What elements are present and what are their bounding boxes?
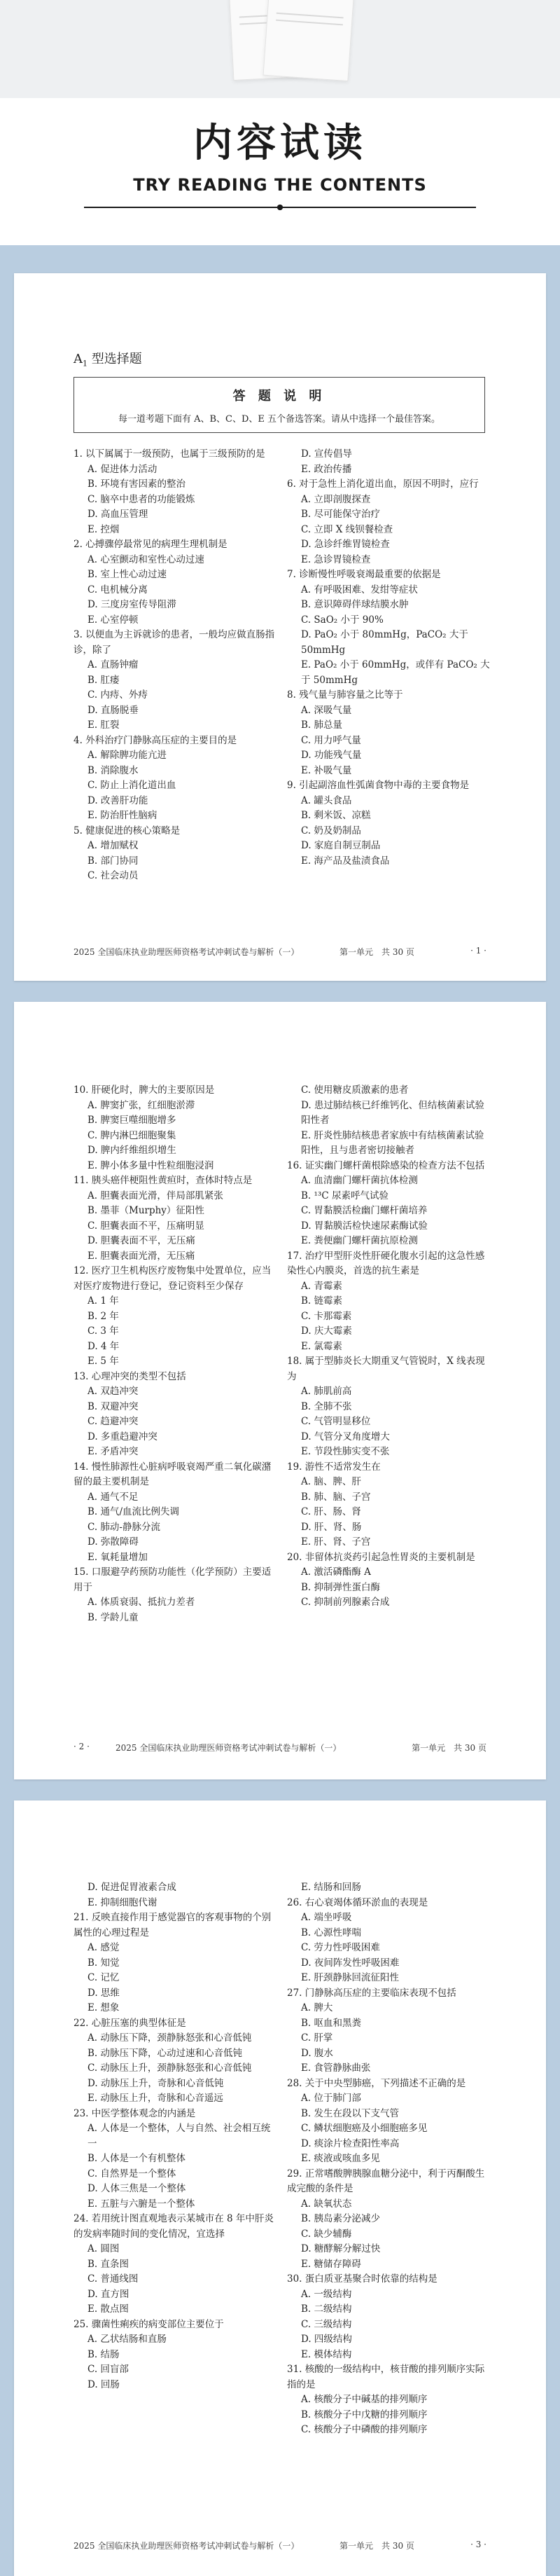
- answer-option: D. 4 年: [88, 1340, 120, 1352]
- question-stem: 4. 外科治疗门静脉高压症的主要目的是: [74, 734, 237, 746]
- answer-option: D. 糖酵解分解过快: [301, 2243, 381, 2254]
- answer-option: A. 胆囊表面光滑，伴局部肌紧张: [88, 1190, 223, 1201]
- answer-option: B. 部门协同: [88, 855, 139, 867]
- answer-option: C. 气管明显移位: [301, 1416, 371, 1427]
- answer-option: A. 增加赋权: [88, 840, 139, 851]
- answer-option: C. 电机械分离: [88, 584, 148, 595]
- answer-option: E. 想象: [88, 2002, 120, 2013]
- answer-option: C. 脾内淋巴细胞聚集: [88, 1129, 176, 1141]
- answer-option: E. 肝颈静脉回流征阳性: [301, 1972, 399, 1983]
- answer-option: D. 回肠: [88, 2378, 120, 2390]
- answer-option: D. 患过肺结核已纤维钙化、但结核菌素试验阳性者: [301, 1099, 484, 1126]
- answer-option: A. 立即剖腹探查: [301, 493, 371, 505]
- question-stem: 15. 口服避孕药预防功能性（化学预防）主要适用于: [74, 1566, 272, 1593]
- answer-option: E. 食管静脉曲张: [301, 2062, 371, 2074]
- answer-option: B. 通气/血流比例失调: [88, 1506, 180, 1517]
- question-stem: 22. 心脏压塞的典型体征是: [74, 2017, 186, 2029]
- answer-option: D. 四级结构: [301, 2334, 352, 2345]
- hero-title: 内容试读: [193, 120, 367, 166]
- answer-option: A. 血清幽门螺杆菌抗体检测: [301, 1175, 418, 1186]
- answer-option: C. 脑卒中患者的功能锻炼: [88, 493, 195, 505]
- answer-option: D. 夜间阵发性呼吸困难: [301, 1957, 400, 1969]
- answer-option: C. 用力呼气量: [301, 734, 361, 746]
- answer-option: C. 记忆: [88, 1972, 120, 1983]
- answer-option: A. 激活磷酯酶 A: [301, 1566, 371, 1578]
- answer-option: B. 链霉素: [301, 1295, 343, 1307]
- question-column-right: [287, 1083, 490, 1611]
- answer-option: D. 直肠脱垂: [88, 704, 139, 716]
- question-item: [74, 733, 276, 824]
- footer-mid: 第一单元 共 30 页: [340, 947, 414, 957]
- answer-option: D. 庆大霉素: [301, 1325, 352, 1337]
- answer-option: A. 脑、脾、肝: [301, 1476, 361, 1487]
- question-item: [287, 1986, 490, 2076]
- answer-option: D. 家庭自制豆制品: [301, 840, 381, 851]
- answer-option: E. 氧耗量增加: [88, 1551, 148, 1563]
- answer-option: C. 3 年: [88, 1325, 119, 1337]
- answer-option: C. 抑制前列腺素合成: [301, 1597, 390, 1608]
- section-heading: [74, 349, 142, 369]
- answer-option: B. 学龄儿童: [88, 1611, 139, 1623]
- answer-option: C. 防止上消化道出血: [88, 780, 176, 791]
- answer-option: B. 环境有害因素的整治: [88, 478, 186, 490]
- page-number: · 2 ·: [74, 1742, 90, 1751]
- instructions-title: 答 题 说 明: [232, 389, 326, 404]
- answer-option: A. 肺肌前高: [301, 1386, 352, 1397]
- answer-option: A. 1 年: [88, 1295, 119, 1307]
- answer-option: B. 抑制弹性蛋白酶: [301, 1581, 381, 1593]
- hero-rule-right: [280, 207, 476, 208]
- book-sheet-preview: [263, 0, 355, 81]
- answer-option: C. 普通线图: [88, 2273, 139, 2285]
- answer-option: E. 抑制细胞代谢: [88, 1896, 158, 1908]
- question-stem: 24. 若用统计图直观地表示某城市在 8 年中肝炎的发病率随时间的变化情况，宜选择: [74, 2213, 274, 2240]
- answer-option: E. 散点图: [88, 2303, 129, 2315]
- question-stem: 14. 慢性肺源性心脏病呼吸衰竭严重二氧化碳潴留的最主要机制是: [74, 1461, 272, 1487]
- answer-option: B. 胰岛素分泌减少: [301, 2213, 381, 2224]
- answer-option: B. 核酸分子中戊糖的排列顺序: [301, 2409, 428, 2420]
- answer-option: B. 肺、脑、子宫: [301, 1491, 371, 1503]
- answer-option: C. 自然界是一个整体: [88, 2168, 176, 2179]
- question-item: [74, 1565, 276, 1625]
- question-item: [74, 1173, 276, 1264]
- answer-option: E. 结肠和回肠: [301, 1882, 361, 1893]
- answer-option: A. 感觉: [88, 1942, 120, 1953]
- footer-mid: 2025 全国临床执业助理医师资格考试冲刺试卷与解析（一）: [115, 1743, 342, 1753]
- answer-option: C. 立即 X 线钡餐检查: [301, 523, 393, 535]
- answer-option: D. 直方图: [88, 2288, 130, 2300]
- question-item: [74, 1083, 276, 1173]
- answer-option: D. 思维: [88, 1987, 120, 1999]
- question-column-right: [287, 1880, 490, 2438]
- answer-option: B. 人体是一个有机整体: [88, 2153, 186, 2164]
- answer-option: A. 乙状结肠和直肠: [88, 2334, 167, 2345]
- answer-option: E. 海产品及盐渍食品: [301, 855, 390, 867]
- answer-option: D. 急诊纤维胃镜检查: [301, 539, 390, 550]
- answer-option: A. 深吸气量: [301, 704, 352, 716]
- question-item: [74, 447, 276, 537]
- answer-option: B. 剩米饭、凉糕: [301, 810, 371, 821]
- answer-option: D. 高血压管理: [88, 509, 148, 520]
- answer-option: D. 痰涂片检查阳性率高: [301, 2137, 400, 2149]
- answer-option: A. 有呼吸困难、发绀等症状: [301, 584, 418, 595]
- instructions-box: [74, 377, 485, 433]
- answer-option: E. 心室停顿: [88, 614, 139, 626]
- question-stem: 18. 属于型肺炎长大期重叉气管锐时，X 线表现为: [287, 1356, 485, 1382]
- answer-option: E. 节段性肺实变不张: [301, 1446, 390, 1457]
- question-stem: 25. 骤菌性痢疾的病变部位主要位于: [74, 2318, 224, 2330]
- answer-option: C. 动脉压上升，颈静脉怒张和心音低钝: [88, 2062, 252, 2074]
- answer-option: A. 心室颤动和室性心动过速: [88, 553, 204, 565]
- answer-option: B. 墨菲（Murphy）征阳性: [88, 1205, 204, 1216]
- question-item: [287, 567, 490, 688]
- answer-option: E. 痰液或咳血多见: [301, 2153, 380, 2164]
- hero-rule-left: [84, 207, 280, 208]
- answer-option: A. 双趋冲突: [88, 1386, 139, 1397]
- answer-option: C. 社会动员: [88, 870, 139, 881]
- question-stem: 6. 对于急性上消化道出血，原因不明时，应行: [287, 478, 479, 490]
- question-stem: 7. 诊断慢性呼吸衰竭最重要的依据是: [287, 569, 441, 580]
- question-item: [74, 2107, 276, 2212]
- answer-option: A. 脾窦扩张，红细胞淤滞: [88, 1099, 195, 1111]
- answer-option: C. 趋避冲突: [88, 1416, 139, 1427]
- footer-mid: 第一单元 共 30 页: [340, 2541, 414, 2551]
- question-item: [74, 628, 276, 733]
- question-stem: 31. 核酸的一级结构中，核苷酸的排列顺序实际指的是: [287, 2364, 485, 2390]
- question-item: [287, 2167, 490, 2273]
- answer-option: A. 一级结构: [301, 2288, 352, 2300]
- answer-option: C. 胆囊表面不平，压痛明显: [88, 1220, 204, 1232]
- question-item: [74, 824, 276, 884]
- question-item: [287, 1460, 490, 1550]
- answer-option: D. 改善肝功能: [88, 794, 148, 806]
- answer-option: B. 知觉: [88, 1957, 120, 1969]
- answer-option: B. 尽可能保守治疗: [301, 509, 381, 520]
- footer-left: 2025 全国临床执业助理医师资格考试冲刺试卷与解析（一）: [74, 947, 300, 957]
- answer-option: C. 卡那霉素: [301, 1310, 352, 1322]
- answer-option: C. 回盲部: [88, 2364, 129, 2375]
- section-subscript: 1: [83, 359, 88, 369]
- answer-option: D. 促进促胃液素合成: [88, 1882, 176, 1893]
- answer-option: A. 人体是一个整体，人与自然、社会相互统一: [88, 2123, 271, 2149]
- answer-option: E. 五脏与六腑是一个整体: [88, 2198, 195, 2210]
- answer-option: C. 劳力性呼吸困难: [301, 1942, 380, 1953]
- answer-option: C. SaO₂ 小于 90%: [301, 614, 384, 626]
- answer-option: B. 脾窦巨噬细胞增多: [88, 1115, 176, 1126]
- answer-option: A. 解除脾功能亢进: [88, 750, 167, 761]
- answer-option: D. 动脉压上升，奇脉和心音低钝: [88, 2077, 224, 2089]
- question-item: [74, 1910, 276, 2016]
- answer-option: A. 促进体力活动: [88, 463, 158, 475]
- answer-option: C. 胃黏膜活检幽门螺杆菌培养: [301, 1205, 428, 1216]
- answer-option: C. 奶及奶制品: [301, 825, 361, 836]
- hero-section: [0, 98, 560, 245]
- question-stem: 20. 非留体抗炎药引起急性胃炎的主要机制是: [287, 1551, 475, 1563]
- answer-option: A. 缺氧状态: [301, 2198, 352, 2210]
- question-stem: 3. 以便血为主诉就诊的患者，一般均应做直肠指诊，除了: [74, 629, 275, 656]
- answer-option: C. 缺少辅酶: [301, 2228, 352, 2240]
- answer-option: D. 胃黏膜活检快速尿素酶试验: [301, 1220, 428, 1232]
- question-item: [74, 2016, 276, 2107]
- answer-option: D. 脾内纤维组织增生: [88, 1145, 176, 1156]
- answer-option: D. 腹水: [301, 2047, 333, 2059]
- answer-option: E. 胆囊表面光滑，无压痛: [88, 1250, 195, 1262]
- document-page-1: [14, 273, 546, 981]
- instructions-text: 每一道考题下面有 A、B、C、D、E 五个备选答案。请从中选择一个最佳答案。: [118, 414, 441, 425]
- question-item: [287, 778, 490, 869]
- answer-option: C. 内痔、外痔: [88, 689, 148, 701]
- question-item: [287, 1083, 490, 1159]
- answer-option: E. 急诊胃镜检查: [301, 553, 371, 565]
- question-stem: 10. 肝硬化时，脾大的主要原因是: [74, 1084, 215, 1096]
- answer-option: D. 弥散障碍: [88, 1536, 139, 1548]
- question-stem: 2. 心搏骤停最常见的病理生理机制是: [74, 539, 227, 550]
- question-item: [74, 537, 276, 628]
- answer-option: B. ¹³C 尿素呼气试验: [301, 1190, 388, 1201]
- answer-option: E. 肝炎性肺结核患者家族中有结核菌素试验阳性，且与患者密切接触者: [301, 1129, 484, 1156]
- question-column-right: [287, 447, 490, 869]
- answer-option: D. 肝、肾、肠: [301, 1521, 362, 1533]
- answer-option: B. 呕血和黑粪: [301, 2017, 362, 2029]
- question-item: [287, 477, 490, 567]
- answer-option: A. 圆图: [88, 2243, 120, 2254]
- answer-option: E. 矛盾冲突: [88, 1446, 139, 1457]
- question-item: [287, 1249, 490, 1355]
- question-stem: 5. 健康促进的核心策略是: [74, 825, 181, 836]
- question-item: [287, 1896, 490, 1986]
- answer-option: A. 动脉压下降，颈静脉怒张和心音低钝: [88, 2032, 252, 2044]
- question-stem: 11. 胰头癌伴梗阻性黄疸时，查体时特点是: [74, 1175, 253, 1186]
- answer-option: D. 人体三焦是一个整体: [88, 2183, 186, 2194]
- question-item: [74, 2212, 276, 2317]
- answer-option: B. 2 年: [88, 1310, 119, 1322]
- answer-option: B. 双避冲突: [88, 1400, 139, 1412]
- answer-option: A. 核酸分子中碱基的排列顺序: [301, 2394, 428, 2405]
- question-column-left: [74, 1083, 276, 1625]
- answer-option: B. 消除腹水: [88, 764, 139, 776]
- answer-option: C. 肝掌: [301, 2032, 333, 2044]
- answer-option: B. 心源性哮喘: [301, 1927, 362, 1938]
- question-stem: 28. 关于中央型肺癌，下列描述不正确的是: [287, 2077, 466, 2089]
- answer-option: B. 动脉压下降，心动过速和心音低钝: [88, 2047, 243, 2059]
- question-item: [287, 1880, 490, 1896]
- answer-option: A. 直肠钟瘤: [88, 659, 139, 670]
- answer-option: E. 模体结构: [301, 2348, 352, 2360]
- document-page-3: [14, 1800, 546, 2576]
- answer-option: A. 端坐呼吸: [301, 1912, 352, 1923]
- page-number: · 3 ·: [470, 2540, 486, 2549]
- question-stem: 12. 医疗卫生机构医疗废物集中处置单位，应当对医疗废物进行登记，登记资料至少保存: [74, 1265, 272, 1292]
- question-item: [74, 1460, 276, 1566]
- question-stem: 27. 门静脉高压症的主要临床表现不包括: [287, 1987, 456, 1999]
- answer-option: C. 使用糖皮质激素的患者: [301, 1084, 409, 1096]
- answer-option: A. 通气不足: [88, 1491, 139, 1503]
- footer-left: 2025 全国临床执业助理医师资格考试冲刺试卷与解析（一）: [74, 2541, 300, 2551]
- question-item: [287, 2362, 490, 2438]
- question-item: [74, 2317, 276, 2393]
- question-column-left: [74, 447, 276, 884]
- hero-subtitle: TRY READING THE CONTENTS: [133, 175, 427, 195]
- answer-option: E. 补吸气量: [301, 764, 352, 776]
- answer-option: A. 位于肺门部: [301, 2093, 361, 2104]
- answer-option: B. 直条图: [88, 2258, 130, 2270]
- answer-option: E. 脾小体多量中性粒细胞浸润: [88, 1159, 214, 1171]
- question-stem: 21. 反映直接作用于感觉器官的客观事物的个别属性的心理过程是: [74, 1912, 272, 1938]
- question-item: [287, 688, 490, 778]
- answer-option: B. 全肺不张: [301, 1400, 352, 1412]
- answer-option: C. 肺动-静脉分流: [88, 1521, 160, 1533]
- answer-option: C. 鳞状细胞癌及小细胞癌多见: [301, 2123, 428, 2134]
- answer-option: E. 糖储存障碍: [301, 2258, 361, 2270]
- section-letter: A: [74, 352, 83, 366]
- top-preview-strip: [0, 0, 560, 98]
- answer-option: D. 三度房室传导阻滞: [88, 599, 176, 610]
- question-stem: 23. 中医学整体观念的内涵是: [74, 2107, 196, 2119]
- answer-option: E. 5 年: [88, 1356, 119, 1367]
- answer-option: E. 粪便幽门螺杆菌抗原检测: [301, 1235, 418, 1246]
- answer-option: E. 肝、肾、子宫: [301, 1536, 371, 1548]
- answer-option: C. 核酸分子中磷酸的排列顺序: [301, 2424, 428, 2435]
- question-stem: 29. 正常嗜酸脾胰腺血糖分泌中，利于丙酮酸生成完酸的条件是: [287, 2168, 485, 2194]
- answer-option: A. 罐头食品: [301, 794, 352, 806]
- question-stem: 19. 游性不适常发生在: [287, 1461, 381, 1473]
- question-stem: 9. 引起副溶血性弧菌食物中毒的主要食物是: [287, 780, 470, 791]
- answer-option: B. 结肠: [88, 2348, 120, 2360]
- footer-right: 第一单元 共 30 页: [412, 1743, 486, 1753]
- answer-option: B. 肛瘘: [88, 674, 120, 686]
- answer-option: C. 三级结构: [301, 2318, 352, 2330]
- answer-option: A. 脾大: [301, 2002, 333, 2013]
- answer-option: E. PaO₂ 小于 60mmHg，或伴有 PaCO₂ 大于 50mmHg: [301, 659, 490, 686]
- answer-option: C. 肝、肠、肾: [301, 1506, 361, 1517]
- question-item: [287, 2076, 490, 2167]
- answer-option: D. 气管分叉角度增大: [301, 1431, 390, 1442]
- answer-option: A. 青霉素: [301, 1280, 342, 1292]
- question-stem: 1. 以下属属于一级预防，也属于三级预防的是: [74, 448, 265, 460]
- question-item: [287, 2272, 490, 2362]
- question-item: [74, 1880, 276, 1910]
- answer-option: D. 功能残气量: [301, 750, 362, 761]
- answer-option: D. 宣传倡导: [301, 448, 352, 460]
- page-number: · 1 ·: [470, 946, 486, 956]
- answer-option: E. 防治肝性脑病: [88, 810, 158, 821]
- answer-option: B. 发生在段以下支气管: [301, 2107, 400, 2119]
- question-item: [287, 1354, 490, 1460]
- answer-option: E. 氯霉素: [301, 1340, 342, 1352]
- answer-option: D. 胆囊表面不平，无压痛: [88, 1235, 195, 1246]
- question-stem: 13. 心理冲突的类型不包括: [74, 1370, 186, 1382]
- answer-option: E. 动脉压上升，奇脉和心音遥远: [88, 2093, 223, 2104]
- question-stem: 17. 治疗甲型肝炎性肝硬化腹水引起的这急性感染性心内膜炎，首选的抗生素是: [287, 1250, 485, 1276]
- answer-option: D. 多重趋避冲突: [88, 1431, 158, 1442]
- question-item: [287, 447, 490, 477]
- section-label: 型选择题: [91, 352, 142, 366]
- answer-option: B. 室上性心动过速: [88, 569, 167, 580]
- question-item: [287, 1550, 490, 1611]
- answer-option: E. 政治传播: [301, 463, 352, 475]
- answer-option: E. 控烟: [88, 523, 120, 535]
- answer-option: E. 肛裂: [88, 719, 120, 731]
- question-item: [74, 1370, 276, 1460]
- answer-option: B. 意识障碍伴球结膜水肿: [301, 599, 409, 610]
- question-column-left: [74, 1880, 276, 2392]
- answer-option: B. 二级结构: [301, 2303, 352, 2315]
- question-item: [74, 1264, 276, 1370]
- question-stem: 30. 蛋白质亚基聚合时依靠的结构是: [287, 2273, 438, 2285]
- question-item: [287, 1159, 490, 1249]
- question-stem: 26. 右心衰竭体循环淤血的表现是: [287, 1896, 428, 1908]
- document-page-2: [14, 1002, 546, 1779]
- answer-option: A. 体质衰弱、抵抗力差者: [88, 1597, 195, 1608]
- answer-option: D. PaO₂ 小于 80mmHg，PaCO₂ 大于 50mmHg: [301, 629, 468, 656]
- question-stem: 16. 证实幽门螺杆菌根除感染的检查方法不包括: [287, 1159, 485, 1171]
- question-stem: 8. 残气量与肺容量之比等于: [287, 689, 403, 701]
- answer-option: B. 肺总量: [301, 719, 343, 731]
